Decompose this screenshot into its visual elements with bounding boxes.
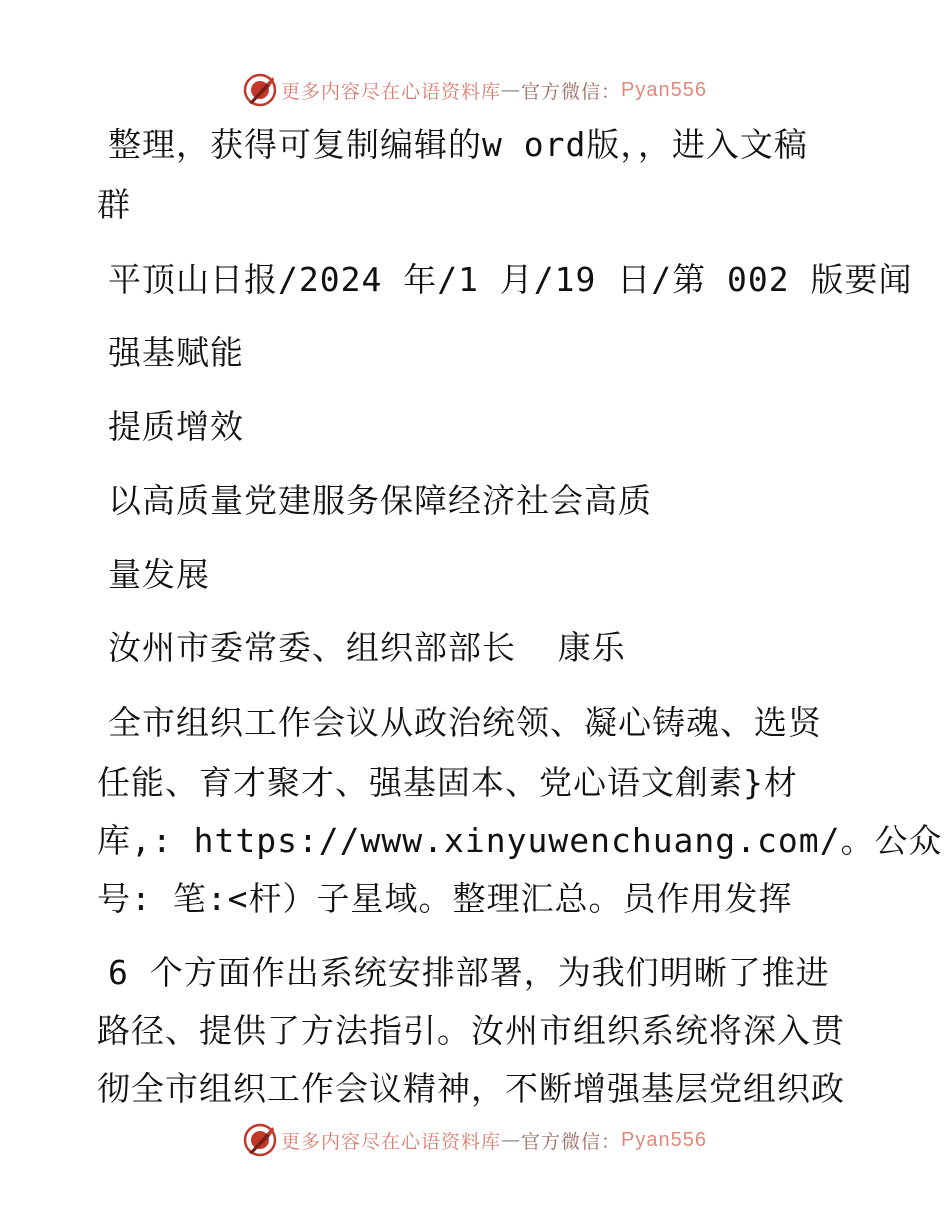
paragraph-2-line-1: 6 个方面作出系统安排部署，为我们明晰了推进	[108, 953, 830, 992]
paragraph-1-line-3: 库,: https://www.xinyuwenchuang.com/。公众	[97, 821, 943, 860]
watermark-wechat-id: Pyan556	[621, 78, 707, 101]
watermark-dash: —	[501, 1129, 522, 1151]
watermark-text: 更多内容尽在心语资料库	[281, 80, 502, 103]
headline-line-1: 以高质量党建服务保障经济社会高质	[108, 481, 652, 520]
headline-line-2: 量发展	[108, 555, 210, 594]
quill-seal-icon	[243, 73, 277, 107]
footer-watermark	[0, 1120, 950, 1160]
watermark-text: 更多内容尽在心语资料库	[281, 1130, 502, 1153]
watermark-wechat-label: 官方微信：	[521, 1130, 622, 1153]
watermark-dash: —	[501, 79, 522, 101]
headline-kicker-2: 提质增效	[108, 407, 244, 446]
quill-seal-icon	[243, 1123, 277, 1157]
paragraph-2-line-2: 路径、提供了方法指引。汝州市组织系统将深入贯	[97, 1011, 845, 1050]
paragraph-1-line-4: 号: 笔:<杆）子星域。整理汇总。员作用发挥	[97, 879, 793, 918]
body-line-2: 群	[97, 185, 131, 224]
header-watermark	[0, 70, 950, 110]
paragraph-1-line-2: 任能、育才聚才、强基固本、党心语文創素}材	[97, 763, 798, 802]
body-line-1: 整理，获得可复制编辑的w ord版，，进入文稿	[108, 125, 808, 164]
byline: 汝州市委常委、组织部部长 康乐	[108, 628, 626, 667]
headline-kicker-1: 强基赋能	[108, 333, 244, 372]
watermark-wechat-id: Pyan556	[621, 1128, 707, 1151]
paragraph-1-line-1: 全市组织工作会议从政治统领、凝心铸魂、选贤	[108, 703, 822, 742]
watermark-wechat-label: 官方微信：	[521, 80, 622, 103]
paragraph-2-line-3: 彻全市组织工作会议精神，不断增强基层党组织政	[97, 1069, 845, 1108]
dateline: 平顶山日报/2024 年/1 月/19 日/第 002 版要闻	[108, 260, 913, 299]
